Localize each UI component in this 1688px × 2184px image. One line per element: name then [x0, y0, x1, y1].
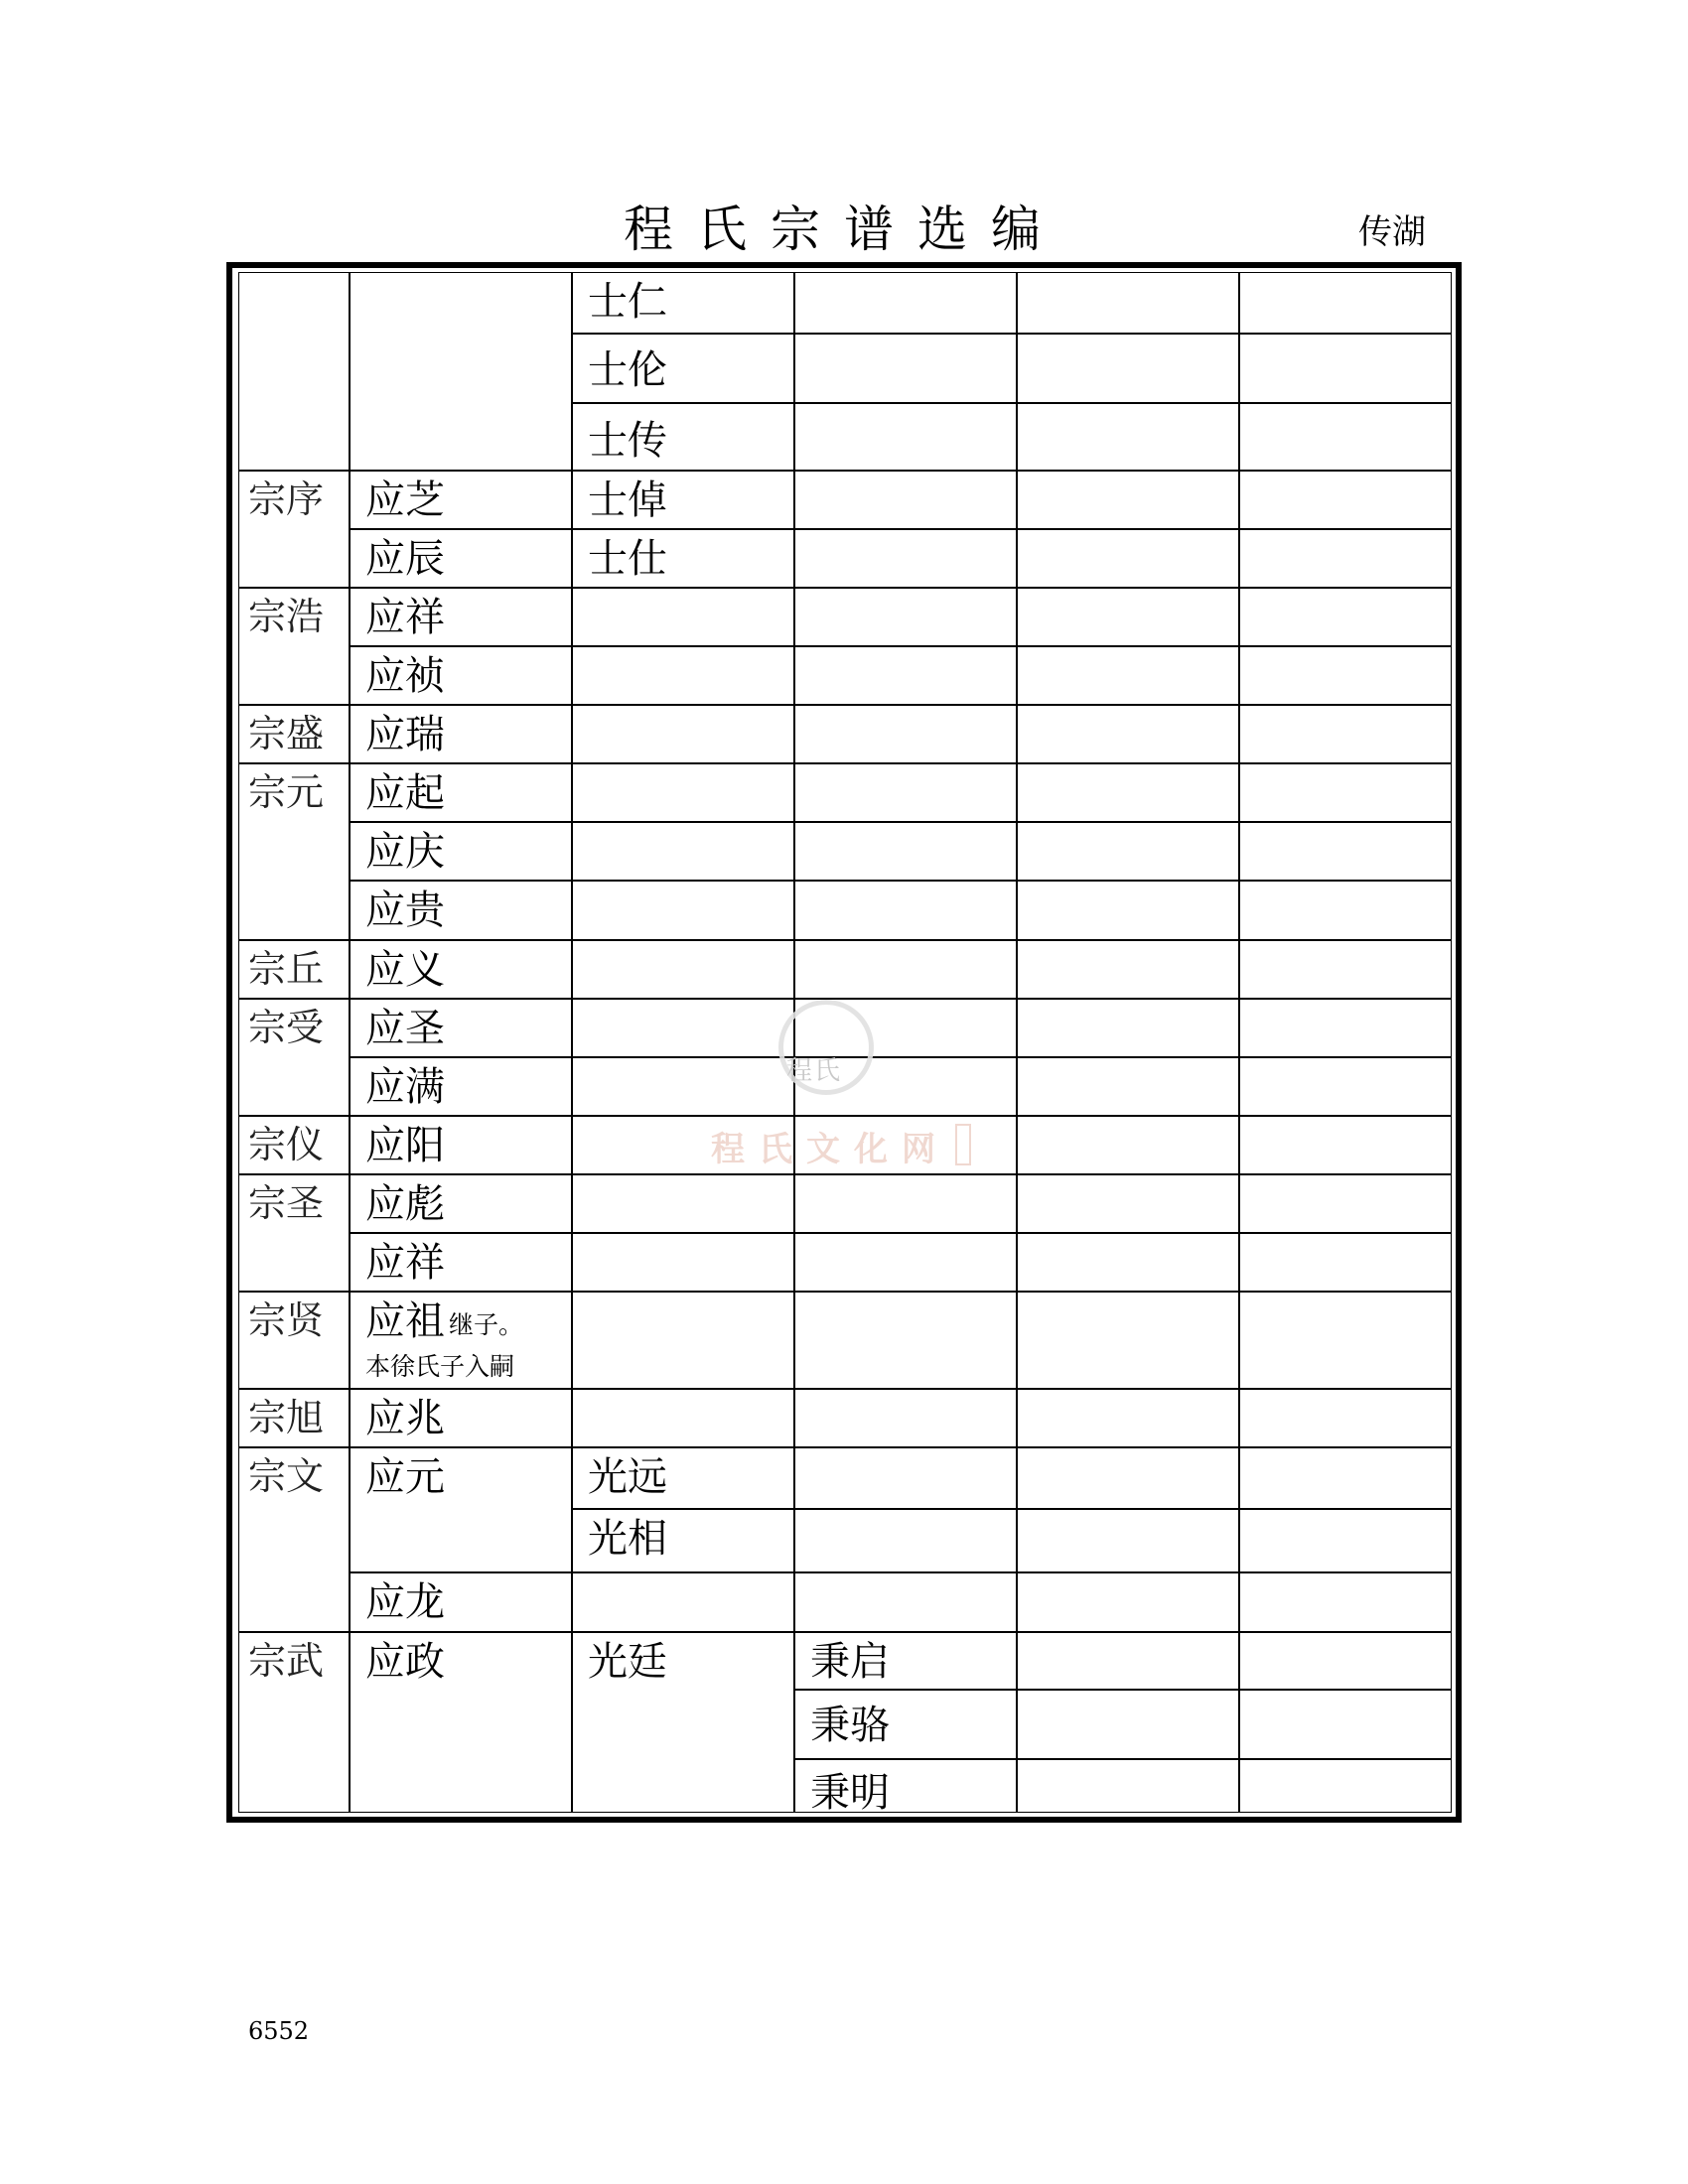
ying-name: 应元	[365, 1454, 445, 1500]
table-cell	[794, 471, 1017, 529]
table-cell	[1239, 403, 1452, 471]
table-cell	[794, 940, 1017, 999]
shi-name: 士仕	[588, 536, 667, 582]
table-cell	[1239, 1509, 1452, 1572]
watermark-stamp	[955, 1124, 971, 1165]
ying-name: 应贵	[365, 887, 445, 933]
table-cell	[1017, 1292, 1239, 1389]
adoption-note: 本徐氏子入嗣	[365, 1352, 515, 1381]
bing-name: 秉启	[810, 1639, 890, 1685]
table-cell	[1017, 1116, 1239, 1174]
table-cell	[1017, 1572, 1239, 1632]
table-cell	[794, 1174, 1017, 1233]
guang-name: 光廷	[588, 1639, 667, 1685]
table-cell	[794, 588, 1017, 646]
table-cell	[572, 881, 794, 940]
table-cell	[572, 1292, 794, 1389]
table-cell	[794, 1447, 1017, 1509]
table-cell	[1239, 1632, 1452, 1690]
table-cell	[572, 1174, 794, 1233]
ying-name: 应义	[365, 947, 445, 993]
ying-name: 应阳	[365, 1123, 445, 1168]
zong-name: 宗文	[248, 1454, 325, 1498]
table-cell	[572, 822, 794, 881]
shi-name: 士传	[588, 418, 667, 464]
ying-name: 应彪	[365, 1181, 445, 1227]
ying-name: 应龙	[365, 1579, 445, 1625]
table-cell	[1017, 471, 1239, 529]
ying-name: 应满	[365, 1064, 445, 1110]
zong-name: 宗浩	[248, 595, 325, 638]
shi-name: 士伦	[588, 347, 667, 393]
shi-name: 士仁	[588, 279, 667, 325]
table-cell	[1239, 1690, 1452, 1759]
table-cell	[1017, 646, 1239, 705]
table-cell	[1017, 763, 1239, 822]
ying-name: 应祖	[365, 1298, 445, 1344]
page-title: 程氏宗谱选编	[624, 201, 1064, 258]
table-cell	[1239, 1233, 1452, 1292]
page-number: 6552	[248, 2017, 310, 2045]
table-cell	[794, 1509, 1017, 1572]
table-cell	[1239, 471, 1452, 529]
table-cell	[572, 999, 794, 1057]
table-cell	[1239, 822, 1452, 881]
table-cell	[1017, 822, 1239, 881]
table-cell	[1239, 1057, 1452, 1116]
table-cell	[1239, 940, 1452, 999]
ying-name: 应祯	[365, 653, 445, 699]
table-cell	[572, 588, 794, 646]
shi-name: 士倬	[588, 478, 667, 523]
table-cell	[572, 1057, 794, 1116]
table-cell	[572, 763, 794, 822]
table-cell	[1239, 999, 1452, 1057]
zong-name: 宗受	[248, 1006, 325, 1049]
table-cell	[1017, 940, 1239, 999]
table-cell	[1239, 1116, 1452, 1174]
ying-name: 应祥	[365, 595, 445, 640]
table-cell	[1017, 1233, 1239, 1292]
table-cell	[1239, 529, 1452, 588]
bing-name: 秉骆	[810, 1703, 890, 1748]
table-cell	[794, 272, 1017, 334]
guang-name: 光远	[588, 1454, 667, 1500]
ying-name: 应瑞	[365, 712, 445, 757]
zong-name: 宗旭	[248, 1396, 325, 1439]
table-cell	[1239, 763, 1452, 822]
table-cell	[572, 1233, 794, 1292]
ying-name: 应政	[365, 1639, 445, 1685]
zong-name: 宗元	[248, 770, 325, 814]
table-cell	[794, 822, 1017, 881]
table-cell	[1017, 881, 1239, 940]
zong-name: 宗武	[248, 1639, 325, 1683]
region-label: 传湖	[1358, 212, 1426, 252]
zong-name: 宗仪	[248, 1123, 325, 1166]
watermark-seal-text: 程氏	[786, 1056, 843, 1086]
table-cell	[1239, 334, 1452, 403]
table-cell	[794, 334, 1017, 403]
table-cell	[350, 272, 572, 471]
zong-name: 宗贤	[248, 1298, 325, 1342]
table-cell	[1017, 403, 1239, 471]
table-cell	[1017, 1759, 1239, 1813]
table-cell	[794, 529, 1017, 588]
watermark-text: 程氏文化网	[711, 1130, 949, 1169]
table-cell	[794, 646, 1017, 705]
zong-name: 宗圣	[248, 1181, 325, 1225]
table-cell	[794, 881, 1017, 940]
table-cell	[1239, 588, 1452, 646]
table-cell	[1017, 1174, 1239, 1233]
table-cell	[794, 763, 1017, 822]
table-cell	[572, 1572, 794, 1632]
table-cell	[794, 1233, 1017, 1292]
table-cell	[1017, 529, 1239, 588]
table-cell	[1017, 1447, 1239, 1509]
table-cell	[1239, 881, 1452, 940]
table-cell	[1239, 646, 1452, 705]
ying-name: 应圣	[365, 1006, 445, 1051]
table-cell	[1239, 1572, 1452, 1632]
ying-name: 应祥	[365, 1240, 445, 1286]
ying-name: 应庆	[365, 829, 445, 875]
table-cell	[572, 1389, 794, 1447]
table-cell	[1017, 588, 1239, 646]
table-cell	[794, 1292, 1017, 1389]
zong-name: 宗盛	[248, 712, 325, 755]
table-cell	[794, 403, 1017, 471]
table-cell	[572, 940, 794, 999]
table-cell	[1017, 1690, 1239, 1759]
table-cell	[1017, 1509, 1239, 1572]
table-cell	[1017, 272, 1239, 334]
table-cell	[572, 646, 794, 705]
table-cell	[794, 1572, 1017, 1632]
bing-name: 秉明	[810, 1770, 890, 1816]
table-cell	[1239, 705, 1452, 763]
table-cell	[1017, 1632, 1239, 1690]
table-cell	[1017, 705, 1239, 763]
ying-name: 应兆	[365, 1396, 445, 1441]
adoption-note: 继子。	[449, 1310, 524, 1339]
table-cell	[1017, 1389, 1239, 1447]
table-cell	[794, 1389, 1017, 1447]
table-cell	[1239, 1389, 1452, 1447]
table-cell	[1017, 999, 1239, 1057]
table-cell	[238, 272, 350, 471]
table-cell	[1239, 1174, 1452, 1233]
ying-name: 应芝	[365, 478, 445, 523]
ying-name: 应辰	[365, 536, 445, 582]
guang-name: 光相	[588, 1516, 667, 1562]
table-cell	[1017, 1057, 1239, 1116]
ying-name: 应起	[365, 770, 445, 816]
table-cell	[1239, 1292, 1452, 1389]
table-cell	[794, 705, 1017, 763]
table-cell	[572, 705, 794, 763]
zong-name: 宗序	[248, 478, 325, 521]
table-cell	[1239, 1447, 1452, 1509]
table-cell	[1239, 272, 1452, 334]
zong-name: 宗丘	[248, 947, 325, 991]
table-cell	[1239, 1759, 1452, 1813]
table-cell	[1017, 334, 1239, 403]
